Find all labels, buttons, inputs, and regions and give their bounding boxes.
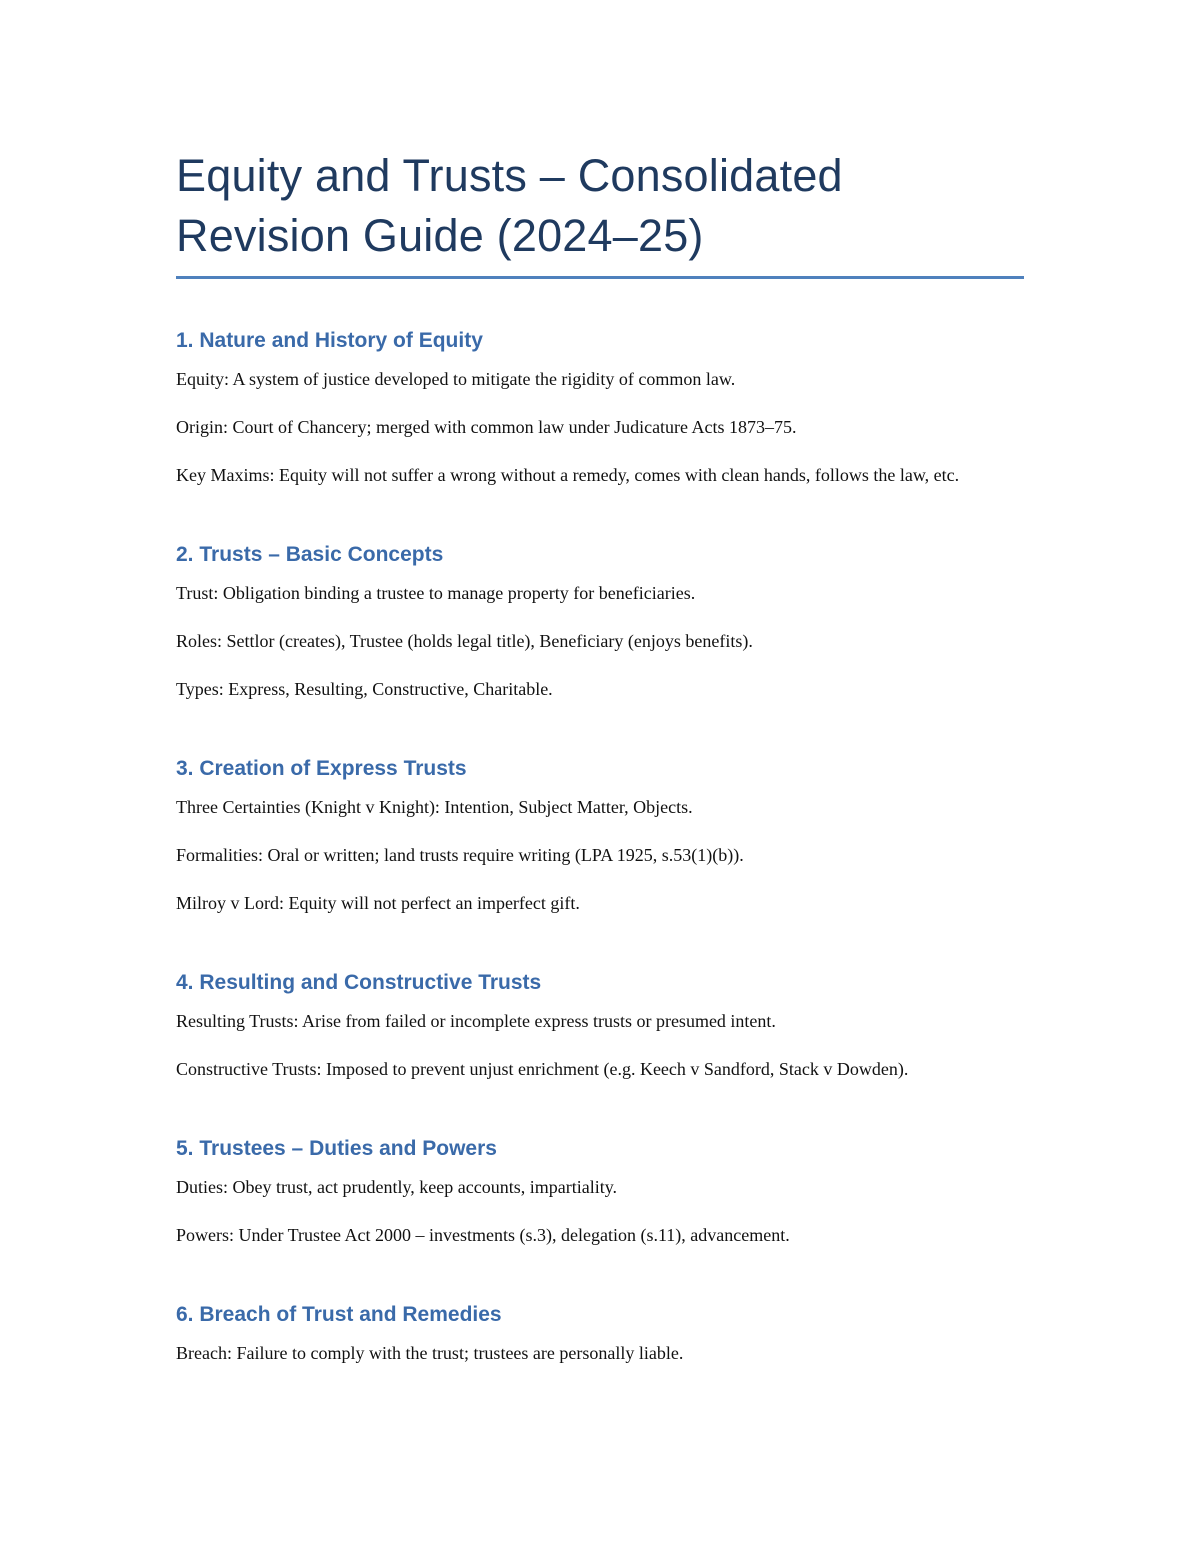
section-heading: 4. Resulting and Constructive Trusts — [176, 971, 542, 994]
section-paragraph: Types: Express, Resulting, Constructive, Charitable. — [176, 679, 553, 699]
section-breach-remedies — [176, 1301, 1024, 1367]
section-paragraph: Breach: Failure to comply with the trust; trustees are personally liable. — [176, 1343, 684, 1363]
section-paragraph: Formalities: Oral or written; land trusts require writing (LPA 1925, s.53(1)(b)). — [176, 845, 744, 865]
section-paragraph: Roles: Settlor (creates), Trustee (holds legal title), Beneficiary (enjoys benefits). — [176, 631, 753, 651]
document-title — [176, 146, 1024, 276]
document-body — [176, 146, 1024, 1419]
section-paragraph: Trust: Obligation binding a trustee to manage property for beneficiaries. — [176, 583, 696, 603]
document-title-line-2: Revision Guide (2024–25) — [176, 210, 704, 261]
section-trusts-basic-concepts — [176, 541, 1024, 703]
section-resulting-constructive-trusts — [176, 969, 1024, 1083]
section-paragraph: Constructive Trusts: Imposed to prevent unjust enrichment (e.g. Keech v Sandford, Stack v Dowden). — [176, 1059, 909, 1079]
section-paragraph: Equity: A system of justice developed to mitigate the rigidity of common law. — [176, 369, 736, 389]
section-paragraph: Origin: Court of Chancery; merged with common law under Judicature Acts 1873–75. — [176, 417, 797, 437]
section-heading: 6. Breach of Trust and Remedies — [176, 1303, 502, 1326]
section-heading: 3. Creation of Express Trusts — [176, 757, 467, 780]
section-trustees-duties-powers — [176, 1135, 1024, 1249]
title-underline-rule — [176, 276, 1024, 279]
document-title-line-1: Equity and Trusts – Consolidated — [176, 150, 843, 201]
section-creation-express-trusts — [176, 755, 1024, 917]
section-heading: 1. Nature and History of Equity — [176, 329, 483, 352]
section-heading: 5. Trustees – Duties and Powers — [176, 1137, 497, 1160]
section-paragraph: Key Maxims: Equity will not suffer a wrong without a remedy, comes with clean hands, follows the law, etc. — [176, 465, 960, 485]
section-paragraph: Milroy v Lord: Equity will not perfect an imperfect gift. — [176, 893, 580, 913]
section-paragraph: Powers: Under Trustee Act 2000 – investments (s.3), delegation (s.11), advancement. — [176, 1225, 790, 1245]
section-paragraph: Duties: Obey trust, act prudently, keep accounts, impartiality. — [176, 1177, 618, 1197]
section-nature-history-equity — [176, 327, 1024, 489]
section-paragraph: Three Certainties (Knight v Knight): Intention, Subject Matter, Objects. — [176, 797, 693, 817]
section-heading: 2. Trusts – Basic Concepts — [176, 543, 444, 566]
section-paragraph: Resulting Trusts: Arise from failed or incomplete express trusts or presumed intent. — [176, 1011, 776, 1031]
